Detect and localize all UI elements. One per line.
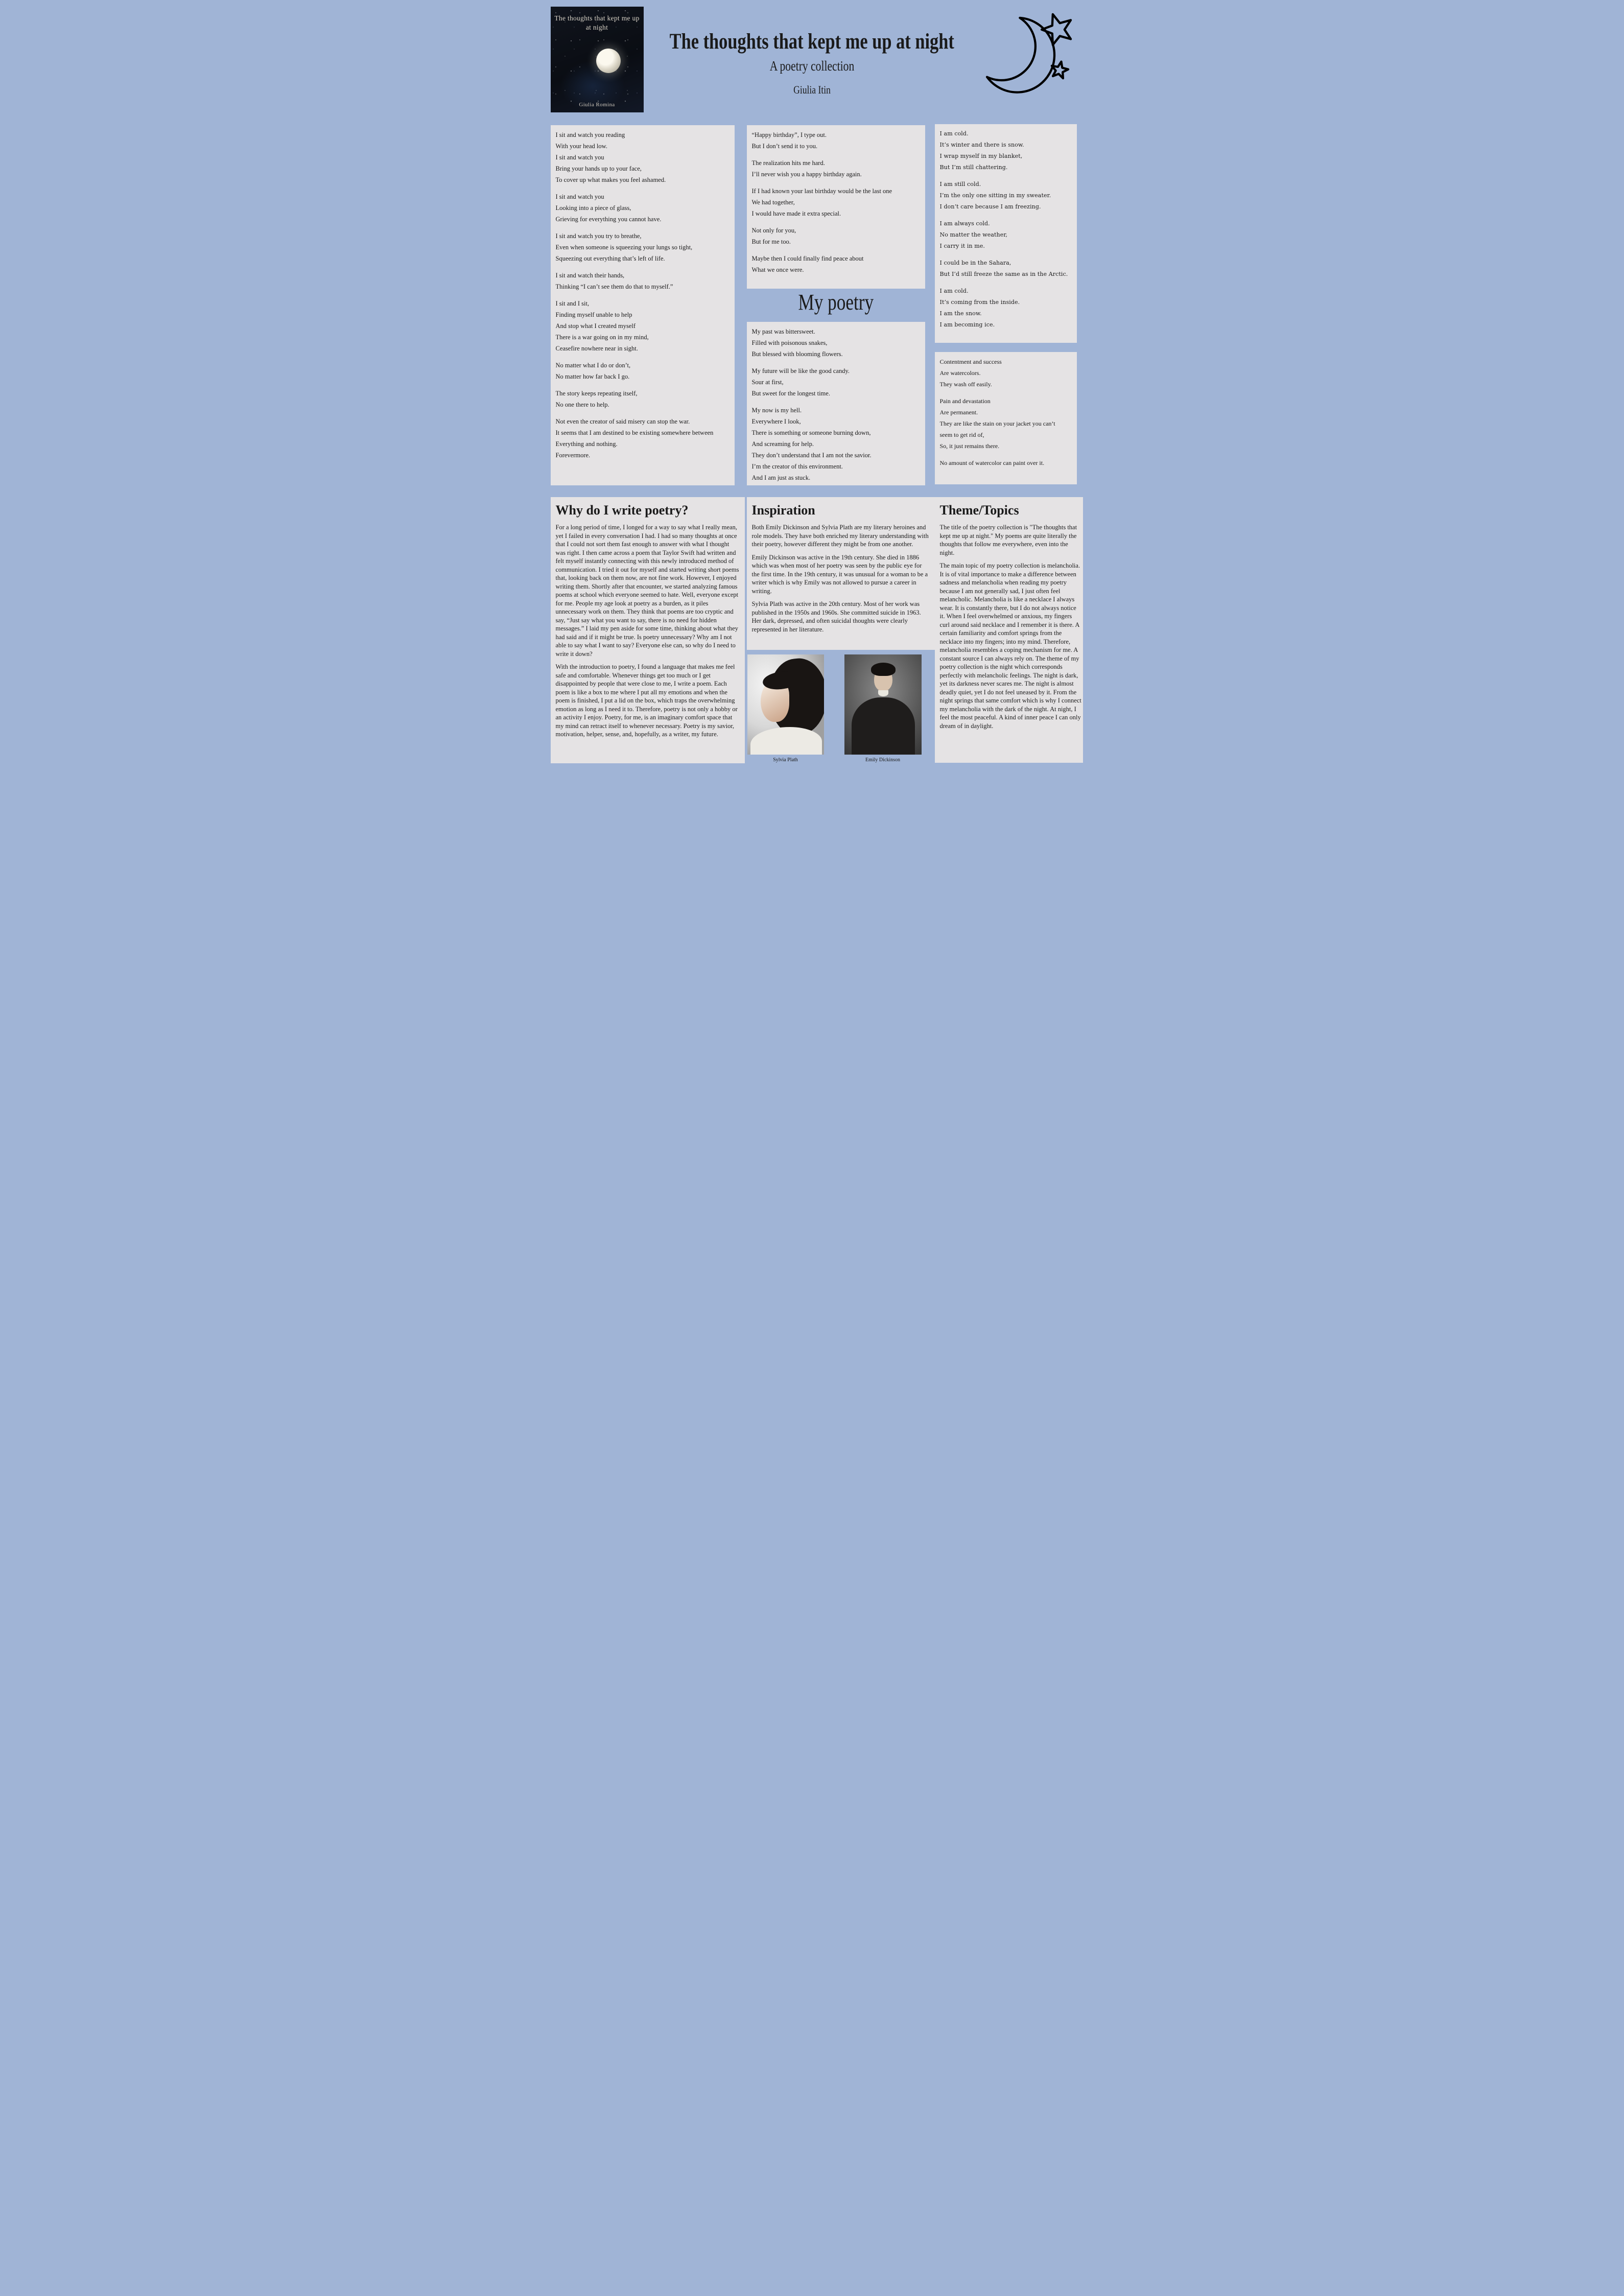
book-cover-author: Giulia Romina bbox=[579, 102, 615, 108]
poem-text: Contentment and success Are watercolors. They wash off easily. Pain and devastation Are permanent. They are like the stain on your jacket you can’t seem to get rid of, So, it just remains there. No amount of watercolor can paint over it. bbox=[939, 358, 1055, 466]
section-paragraph: Emily Dickinson was active in the 19th century. She died in 1886 which was when most of her poetry was seen by the public eye for the first time. In the 19th century, it was unusual for a woman to be a writer which is why Emily was not allowed to pursue a career in writing. bbox=[751, 553, 928, 595]
poem-panel-bittersweet bbox=[747, 322, 925, 485]
photo-shape bbox=[852, 697, 915, 755]
photo-caption-sylvia: Sylvia Plath bbox=[773, 757, 798, 763]
poster-canvas bbox=[542, 0, 1083, 765]
sylvia-plath-photo bbox=[747, 654, 824, 755]
section-theme-topics bbox=[935, 497, 1083, 763]
crescent-moon-stars-icon bbox=[975, 4, 1083, 99]
poem-text: “Happy birthday”, I type out. But I don’t send it to you. The realization hits me hard. I’ll never wish you a happy birthday again. If I had known your last birthday would be the last one We had together, I would have made it extra special. Not only for you, But for me too. Maybe then I could finally find peace about What we once were. bbox=[751, 131, 892, 273]
photo-shape bbox=[750, 727, 822, 755]
page-title: The thoughts that kept me up at night bbox=[669, 29, 955, 54]
poem-text: I sit and watch you reading With your head low. I sit and watch you Bring your hands up to your face, To cover up what makes you feel ashamed. I sit and watch you Looking into a piece of glass, Grieving for everything you cannot have. I sit and watch you try to breathe, Even when someone is squeezing your lungs so tight, Squeezing out everything that’s left of life. I sit and watch their hands, Thinking “I can’t see them do that to myself.” I sit and I sit, Finding myself unable to help And stop what I created myself There is a war going on in my mind, Ceasefire nowhere near in sight. No matter what I do or don’t, No matter how far back I go. The story keeps repeating itself, No one there to help. Not even the creator of said misery can stop the war. It seems that I am destined to be existing somewhere between Everything and nothing. Forevermore. bbox=[555, 131, 714, 459]
section-why-i-write-poetry bbox=[551, 497, 745, 763]
section-paragraph: The main topic of my poetry collection is melancholia. It is of vital importance to make a difference between sadness and melancholia when reading my poetry because I am not generally sad, I just often feel melancholic. Melancholia is like a necklace I always wear. It is constantly there, but I do not always notice it. When I feel overwhelmed or anxious, my fingers curl around said necklace and I remember it is there. A certain familiarity and comfort springs from the necklace into my fingers; into my mind. Therefore, melancholia resembles a coping mechanism for me. A constant source I can always rely on. The theme of my poetry collection is the night which corresponds perfectly with melancholic feelings. The night is dark, yet its darkness never scares me. The night is almost deadly quiet, yet I do not feel uneased by it. From the night springs that same comfort which is why I connect my melancholia with the dark of the night. At night, I feel the most peaceful. A kind of inner peace I can only dream of in daylight. bbox=[939, 562, 1081, 730]
section-paragraph: With the introduction to poetry, I found a language that makes me feel safe and comfortable. Whenever things get too much or I get disappointed by people that were close to me, I write a poem. Each poem is like a box to me where I put all my emotions and when the poem is finished, I put a lid on the box, which traps the overwhelming emotion as long as I need it to. Therefore, poetry is not only a hobby or an activity I enjoy. Poetry, for me, is an imaginary comfort space that my mind can retract itself to whenever necessary. Poetry is my savior, motivation, helper, sense, and, hopefully, as a writer, my future. bbox=[555, 663, 738, 738]
poem-text: I am cold. It’s winter and there is snow. I wrap myself in my blanket, But I’m still chattering. I am still cold. I’m the only one sitting in my sweater. I don’t care because I am freezing. I am always cold. No matter the weather, I carry it in me. I could be in the Sahara, But I’d still freeze the same as in the Arctic. I am cold. It’s coming from the inside. I am the snow. I am becoming ice. bbox=[939, 130, 1068, 328]
section-paragraph: For a long period of time, I longed for a way to say what I really mean, yet I failed in every conversation I had. I had so many thoughts at once that I could not sort them fast enough to answer with what I thought was right. I then came across a poem that Taylor Swift had written and felt myself instantly connecting with this newly introduced method of communication. I tried it out for myself and started writing short poems that, looking back on them now, are not fine work. However, I enjoyed writing them. Shortly after that encounter, we started analyzing famous poems at school which everyone seemed to hate. Well, everyone except for me. People my age look at poetry as a burden, as it piles unnecessary work on them. They think that poems are too cryptic and say, “Just say what you want to say, there is no need for hidden messages.” I laid my pen aside for some time, thinking about what they had said and if it might be true. Is poetry unnecessary? Why am I not able to say what I want to say? Everyone else can, so why do I need to write it down? bbox=[555, 524, 739, 658]
poem-panel-cold bbox=[935, 124, 1077, 343]
author-name: Giulia Itin bbox=[793, 83, 831, 96]
poem-panel-sit-and-watch bbox=[551, 125, 735, 485]
poem-panel-happy-birthday bbox=[747, 125, 925, 289]
section-heading: Inspiration bbox=[751, 503, 815, 518]
book-cover-title: The thoughts that kept me up at night bbox=[554, 14, 640, 32]
section-heading: Theme/Topics bbox=[939, 503, 1019, 518]
photo-caption-emily: Emily Dickinson bbox=[865, 757, 901, 763]
star-icon bbox=[1038, 10, 1076, 47]
section-paragraph: Sylvia Plath was active in the 20th century. Most of her work was published in the 1950s and 1960s. She committed suicide in 1963. Her dark, depressed, and often suicidal thoughts were clearly represented in her literature. bbox=[751, 600, 921, 633]
photo-shape bbox=[871, 663, 896, 676]
poem-panel-watercolors bbox=[935, 352, 1077, 484]
poem-text: My past was bittersweet. Filled with poisonous snakes, But blessed with blooming flowers. My future will be like the good candy. Sour at first, But sweet for the longest time. My now is my hell. Everywhere I look, There is something or someone burning down, And screaming for help. They don’t understand that I am not the savior. I’m the creator of this environment. And I am just as stuck. bbox=[751, 328, 872, 481]
subtitle: A poetry collection bbox=[769, 58, 855, 74]
section-paragraph: The title of the poetry collection is "The thoughts that kept me up at night." My poems are quite literally the thoughts that follow me everywhere, even into the night. bbox=[939, 524, 1077, 556]
emily-dickinson-photo bbox=[844, 654, 922, 755]
photo-shape bbox=[878, 690, 888, 696]
section-heading: Why do I write poetry? bbox=[555, 503, 689, 518]
section-paragraph: Both Emily Dickinson and Sylvia Plath are my literary heroines and role models. They have both enriched my literary understanding with their poetry, however different they might be from one another. bbox=[751, 524, 929, 548]
section-inspiration bbox=[747, 497, 935, 650]
my-poetry-heading: My poetry bbox=[798, 290, 874, 315]
